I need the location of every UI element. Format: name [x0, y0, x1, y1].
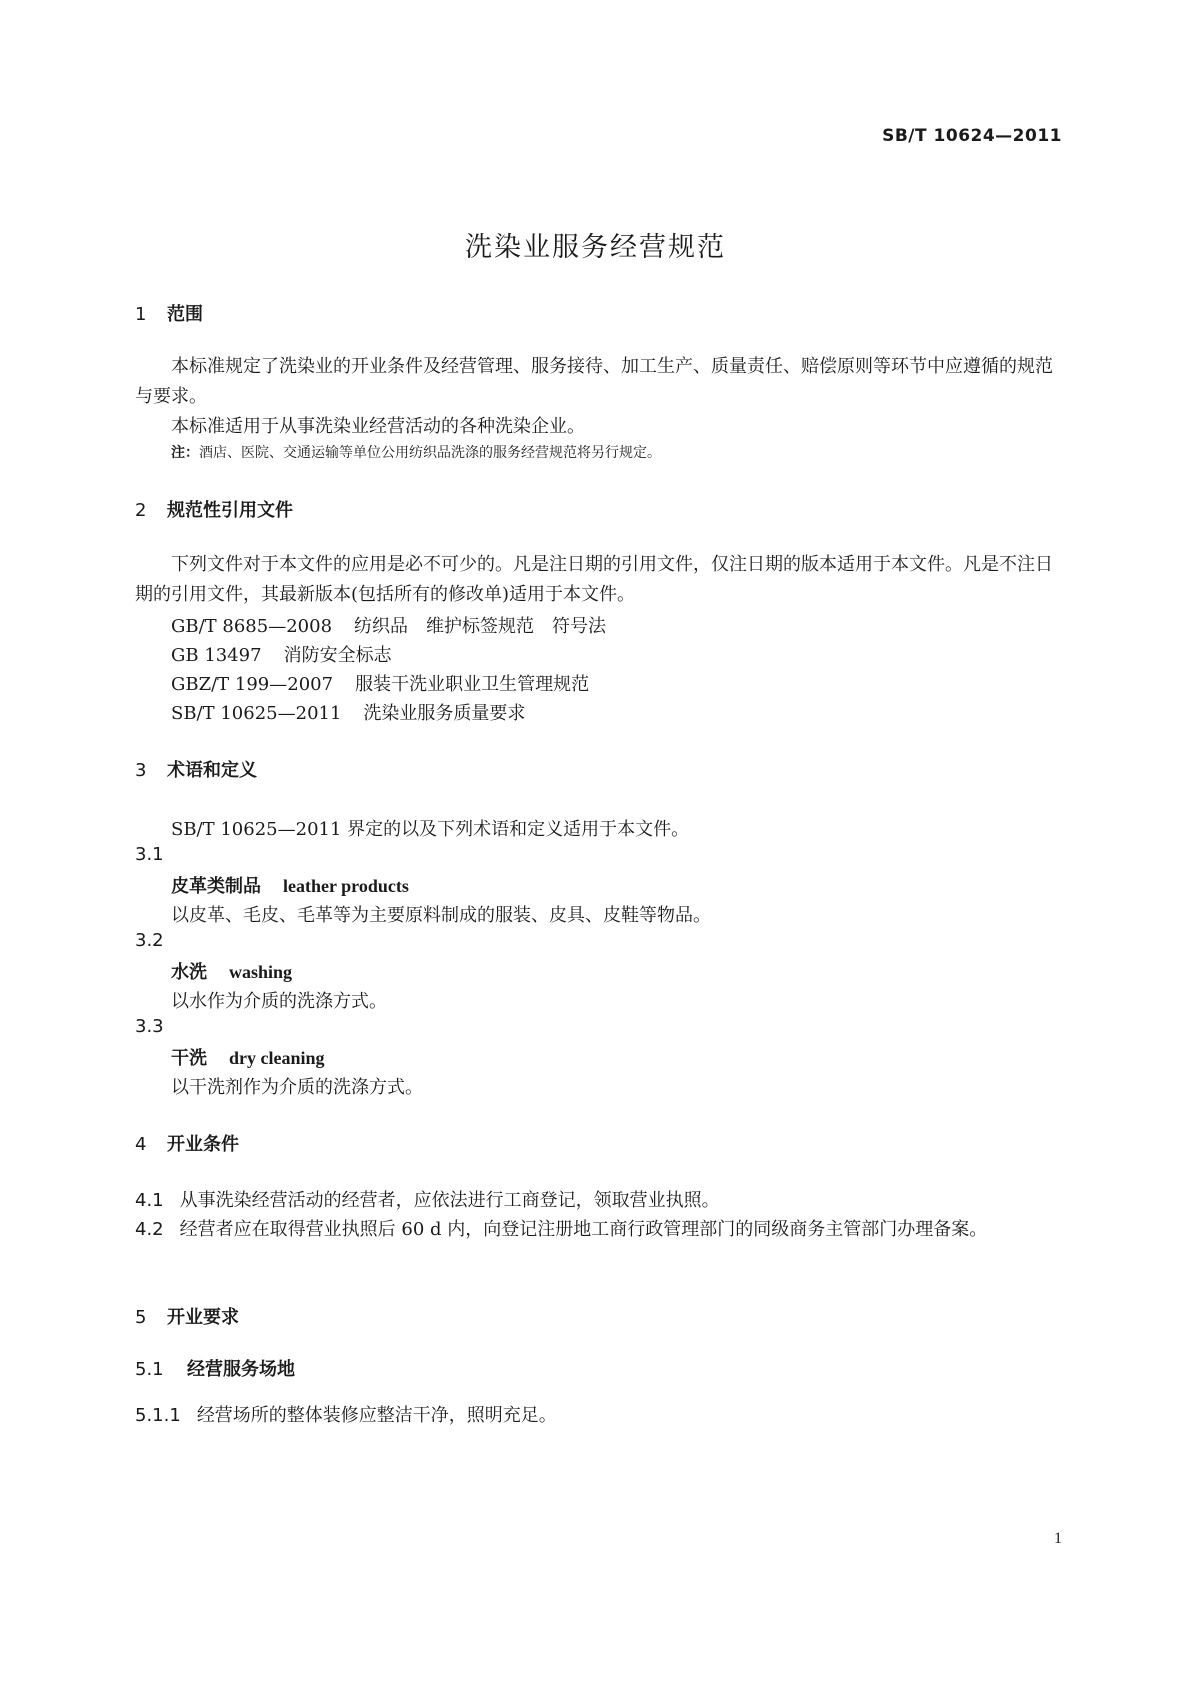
term-entry: [171, 872, 409, 898]
reference-title: 纺织品 维护标签规范 符号法: [354, 616, 607, 637]
term-zh: 水洗: [171, 962, 207, 983]
clause-text: 经营场所的整体装修应整洁干净，照明充足。: [196, 1405, 557, 1426]
clause-item: [135, 1214, 1060, 1245]
clause-number: 4.1: [135, 1190, 164, 1211]
section-title: 术语和定义: [167, 760, 257, 781]
term-en: leather products: [283, 876, 409, 896]
clause-number: 4.2: [135, 1219, 164, 1240]
section-number: 5: [135, 1307, 147, 1328]
subsection-title: 经营服务场地: [187, 1359, 295, 1380]
term-number: 3.3: [135, 1016, 164, 1037]
standard-code: SB/T 10624—2011: [882, 126, 1062, 146]
reference-title: 服装干洗业职业卫生管理规范: [355, 674, 590, 695]
section-2-heading: [135, 496, 293, 522]
clause-number: 5.1.1: [135, 1405, 181, 1426]
term-en: dry cleaning: [229, 1048, 325, 1068]
reference-code: GB/T 8685—2008: [171, 616, 333, 637]
section-3-heading: [135, 756, 257, 782]
reference-code: GB 13497: [171, 645, 262, 666]
reference-code: SB/T 10625—2011: [171, 703, 342, 724]
section-5-heading: [135, 1303, 239, 1329]
term-number: 3.1: [135, 844, 164, 865]
section-number: 4: [135, 1134, 147, 1155]
section-1-heading: [135, 300, 203, 326]
reference-code: GBZ/T 199—2007: [171, 674, 334, 695]
term-en: washing: [229, 962, 293, 982]
reference-item: [171, 612, 606, 638]
subsection-number: 5.1: [135, 1359, 164, 1380]
section-title: 范围: [167, 304, 203, 325]
clause-text: 经营者应在取得营业执照后 60 d 内，向登记注册地工商行政管理部门的同级商务主管部门办理备案。: [179, 1219, 988, 1240]
clause-item: [135, 1400, 1060, 1431]
term-definition: 以干洗剂作为介质的洗涤方式。: [171, 1077, 423, 1098]
subsection-5-1-heading: [135, 1355, 295, 1381]
term-zh: 皮革类制品: [171, 876, 261, 897]
page-number: 1: [1054, 1530, 1062, 1547]
reference-item: [171, 699, 525, 725]
term-entry: [171, 958, 292, 984]
scope-note: [171, 442, 661, 462]
scope-applicability: 本标准适用于从事洗染业经营活动的各种洗染企业。: [171, 416, 585, 437]
section-title: 规范性引用文件: [167, 500, 293, 521]
clause-text: 从事洗染经营活动的经营者，应依法进行工商登记，领取营业执照。: [179, 1190, 720, 1211]
reference-title: 洗染业服务质量要求: [363, 703, 526, 724]
section-title: 开业条件: [167, 1134, 239, 1155]
term-number: 3.2: [135, 930, 164, 951]
section-4-heading: [135, 1130, 239, 1156]
section-number: 2: [135, 500, 147, 521]
references-paragraph: 下列文件对于本文件的应用是必不可少的。凡是注日期的引用文件，仅注日期的版本适用于本文件。凡是不注日期的引用文件，其最新版本(包括所有的修改单)适用于本文件。: [135, 554, 1053, 605]
note-label: 注：: [171, 445, 199, 461]
term-entry: [171, 1044, 325, 1070]
document-title: 洗染业服务经营规范: [465, 232, 726, 263]
note-text: 酒店、医院、交通运输等单位公用纺织品洗涤的服务经营规范将另行规定。: [199, 445, 661, 461]
reference-title: 消防安全标志: [283, 645, 392, 666]
section-title: 开业要求: [167, 1307, 239, 1328]
terms-intro: SB/T 10625—2011 界定的以及下列术语和定义适用于本文件。: [171, 819, 690, 840]
term-zh: 干洗: [171, 1048, 207, 1069]
section-number: 3: [135, 760, 147, 781]
clause-item: [135, 1185, 1060, 1216]
term-definition: 以水作为介质的洗涤方式。: [171, 991, 387, 1012]
scope-paragraph: 本标准规定了洗染业的开业条件及经营管理、服务接待、加工生产、质量责任、赔偿原则等环节中应遵循的规范与要求。: [135, 356, 1053, 407]
term-definition: 以皮革、毛皮、毛革等为主要原料制成的服装、皮具、皮鞋等物品。: [171, 905, 711, 926]
reference-item: [171, 670, 589, 696]
section-number: 1: [135, 304, 147, 325]
reference-item: [171, 641, 392, 667]
